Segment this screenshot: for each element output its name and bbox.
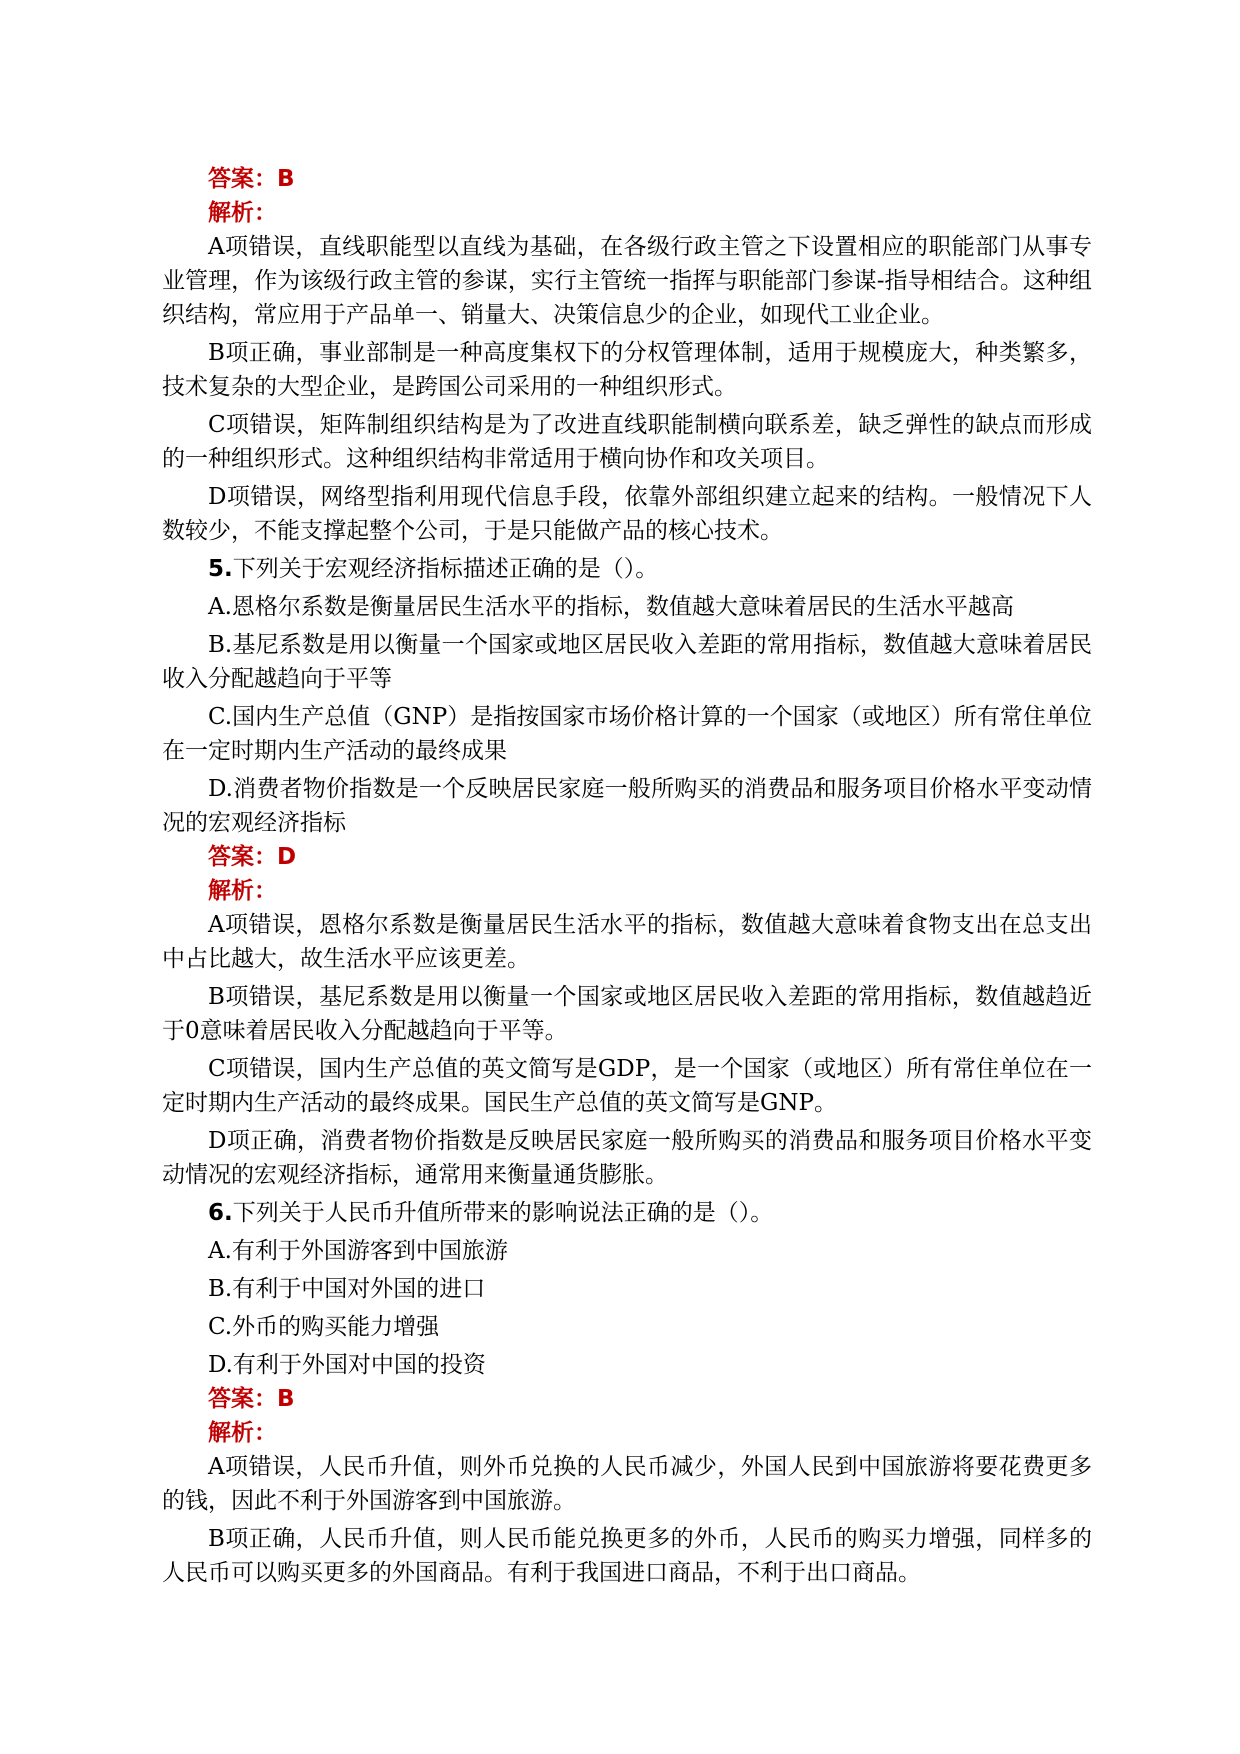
option-b: B.有利于中国对外国的进口 (208, 1276, 486, 1302)
analysis-paragraph: A项错误，恩格尔系数是衡量居民生活水平的指标，数值越大意味着食物支出在总支出中占比越大，故生活水平应该更差。 (162, 912, 1092, 972)
option-d: D.有利于外国对中国的投资 (208, 1352, 486, 1378)
question-6 (162, 1196, 1092, 1230)
option-a: A.有利于外国游客到中国旅游 (208, 1238, 508, 1264)
analysis-paragraph: B项错误，基尼系数是用以衡量一个国家或地区居民收入差距的常用指标，数值越趋近于0意味着居民收入分配越趋向于平等。 (162, 984, 1092, 1044)
analysis-label: 解析： (208, 1420, 277, 1446)
answer-label: 答案：D (208, 844, 297, 870)
question-stem: 下列关于宏观经济指标描述正确的是（）。 (232, 556, 659, 582)
analysis-paragraph: C项错误，国内生产总值的英文简写是GDP，是一个国家（或地区）所有常住单位在一定时期内生产活动的最终成果。国民生产总值的英文简写是GNP。 (162, 1056, 1092, 1116)
analysis-label: 解析： (208, 200, 277, 226)
analysis-paragraph: A项错误，人民币升值，则外币兑换的人民币减少，外国人民到中国旅游将要花费更多的钱，因此不利于外国游客到中国旅游。 (162, 1454, 1092, 1514)
option-a: A.恩格尔系数是衡量居民生活水平的指标，数值越大意味着居民的生活水平越高 (208, 594, 1014, 620)
analysis-label: 解析： (208, 878, 277, 904)
answer-label: 答案：B (208, 1386, 295, 1412)
question-5 (162, 552, 1092, 586)
option-c: C.国内生产总值（GNP）是指按国家市场价格计算的一个国家（或地区）所有常住单位在一定时期内生产活动的最终成果 (162, 704, 1092, 764)
analysis-paragraph: A项错误，直线职能型以直线为基础，在各级行政主管之下设置相应的职能部门从事专业管理，作为该级行政主管的参谋，实行主管统一指挥与职能部门参谋-指导相结合。这种组织结构，常应用于产品单一、销量大、决策信息少的企业，如现代工业企业。 (162, 234, 1092, 328)
document-content (162, 162, 1092, 1590)
option-c: C.外币的购买能力增强 (208, 1314, 440, 1340)
question-number: 5. (208, 556, 233, 582)
analysis-paragraph: B项正确，人民币升值，则人民币能兑换更多的外币，人民币的购买力增强，同样多的人民币可以购买更多的外国商品。有利于我国进口商品，不利于出口商品。 (162, 1526, 1092, 1586)
analysis-paragraph: C项错误，矩阵制组织结构是为了改进直线职能制横向联系差，缺乏弹性的缺点而形成的一种组织形式。这种组织结构非常适用于横向协作和攻关项目。 (162, 412, 1092, 472)
option-b: B.基尼系数是用以衡量一个国家或地区居民收入差距的常用指标，数值越大意味着居民收入分配越趋向于平等 (162, 632, 1092, 692)
answer-label: 答案：B (208, 166, 295, 192)
analysis-paragraph: D项正确，消费者物价指数是反映居民家庭一般所购买的消费品和服务项目价格水平变动情况的宏观经济指标，通常用来衡量通货膨胀。 (162, 1128, 1092, 1188)
question-stem: 下列关于人民币升值所带来的影响说法正确的是（）。 (232, 1200, 774, 1226)
option-d: D.消费者物价指数是一个反映居民家庭一般所购买的消费品和服务项目价格水平变动情况的宏观经济指标 (162, 776, 1092, 836)
analysis-paragraph: B项正确，事业部制是一种高度集权下的分权管理体制，适用于规模庞大，种类繁多，技术复杂的大型企业，是跨国公司采用的一种组织形式。 (162, 340, 1092, 400)
analysis-paragraph: D项错误，网络型指利用现代信息手段，依靠外部组织建立起来的结构。一般情况下人数较少，不能支撑起整个公司，于是只能做产品的核心技术。 (162, 484, 1092, 544)
question-number: 6. (208, 1200, 233, 1226)
